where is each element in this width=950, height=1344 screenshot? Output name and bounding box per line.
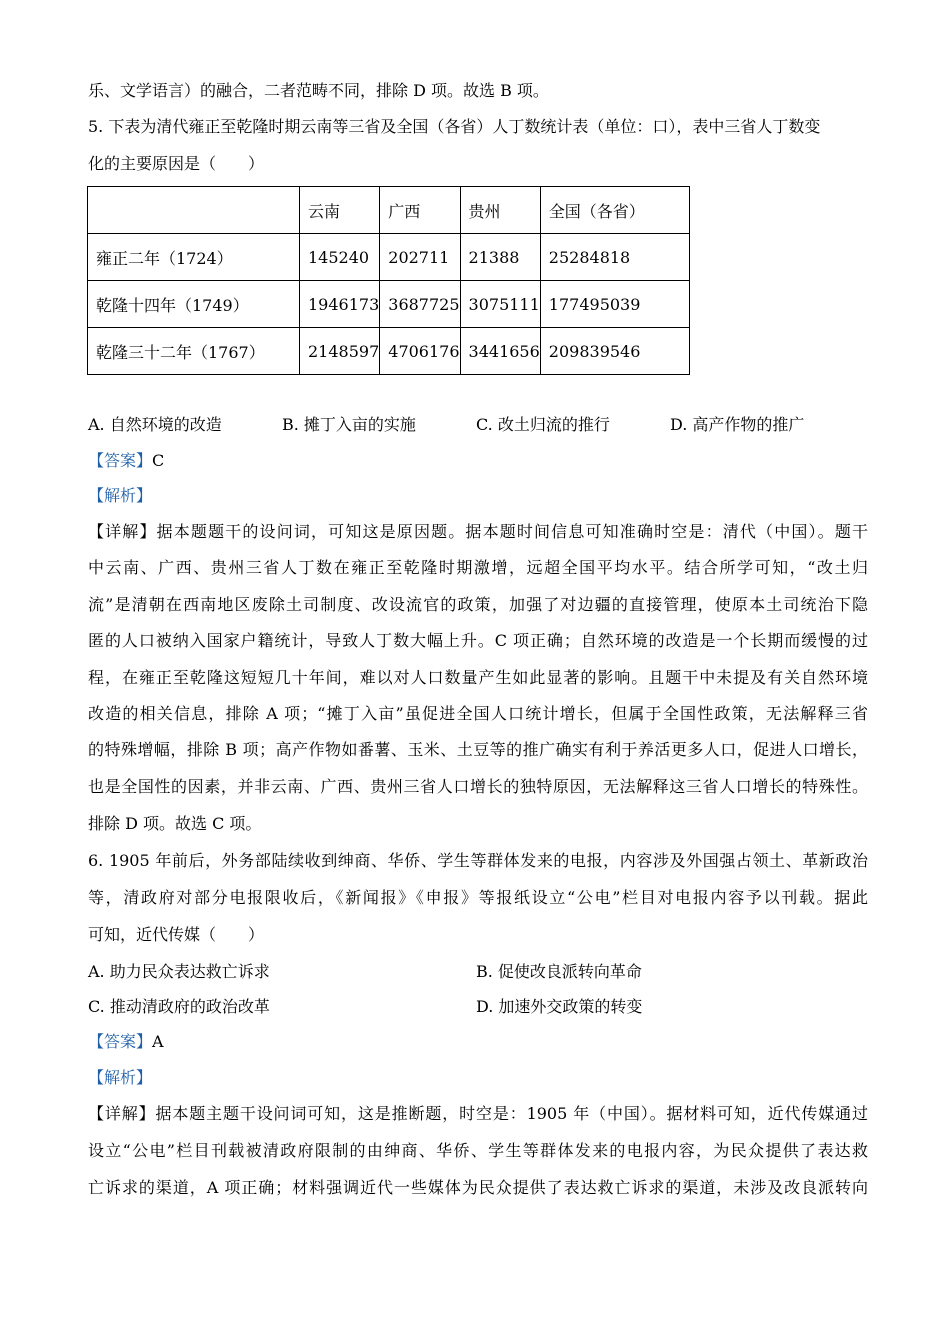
table-header-cell: 云南 xyxy=(300,187,380,234)
table-cell: 乾隆十四年（1749） xyxy=(88,281,300,328)
q5-detail-line-1 xyxy=(88,521,868,543)
table-header-cell: 全国（各省） xyxy=(540,187,689,234)
table-cell: 2148597 xyxy=(300,328,380,375)
table-header-row xyxy=(88,187,690,234)
q6-option-d: D. 加速外交政策的转变 xyxy=(476,997,643,1016)
q5-analysis-tag: 【解析】 xyxy=(88,486,153,505)
q5-detail-line-6: 改造的相关信息，排除 A 项；“摊丁入亩”虽促进全国人口统计增长，但属于全国性政策，无法解释三省 xyxy=(88,704,868,723)
q5-stem-line-1: 5. 下表为清代雍正至乾隆时期云南等三省及全国（各省）人丁数统计表（单位：口），表中三省人丁数变 xyxy=(88,117,821,136)
q6-detail-line-2: 设立“公电”栏目刊载被清政府限制的由绅商、华侨、学生等群体发来的电报内容，为民众提供了表达救 xyxy=(88,1141,868,1160)
table-row xyxy=(88,328,690,375)
q5-detail-line-9: 排除 D 项。故选 C 项。 xyxy=(88,814,262,833)
intro-line: 乐、文学语言）的融合，二者范畴不同，排除 D 项。故选 B 项。 xyxy=(88,81,549,100)
q6-answer xyxy=(88,1031,164,1053)
q5-stem-line-2: 化的主要原因是（ ） xyxy=(88,154,265,173)
table-header-cell: 贵州 xyxy=(460,187,540,234)
table-row xyxy=(88,234,690,281)
detail-text: 据本题主题干设问词可知，这是推断题，时空是：1905 年（中国）。据材料可知，近代传媒通过 xyxy=(155,1104,868,1123)
q6-analysis-tag: 【解析】 xyxy=(88,1068,153,1087)
table-cell: 209839546 xyxy=(540,328,689,375)
table-header-cell xyxy=(88,187,300,234)
q5-option-d: D. 高产作物的推广 xyxy=(670,415,805,434)
table-header-cell: 广西 xyxy=(380,187,460,234)
q6-stem-line-2: 等，清政府对部分电报限收后，《新闻报》《申报》等报纸设立“公电”栏目对电报内容予以刊载。据此 xyxy=(88,888,868,907)
q6-detail-line-3: 亡诉求的渠道，A 项正确；材料强调近代一些媒体为民众提供了表达救亡诉求的渠道，未涉及改良派转向 xyxy=(88,1178,868,1197)
table-cell: 3441656 xyxy=(460,328,540,375)
q5-detail-line-2: 中云南、广西、贵州三省人丁数在雍正至乾隆时期激增，远超全国平均水平。结合所学可知，“改土归 xyxy=(88,558,868,577)
q5-detail-line-3: 流”是清朝在西南地区废除土司制度、改设流官的政策，加强了对边疆的直接管理，使原本土司统治下隐 xyxy=(88,595,868,614)
table-cell: 3075111 xyxy=(460,281,540,328)
table-cell: 21388 xyxy=(460,234,540,281)
q6-option-a: A. 助力民众表达救亡诉求 xyxy=(88,962,270,981)
q6-detail-line-1 xyxy=(88,1103,868,1125)
answer-tag: 【答案】 xyxy=(88,1032,153,1051)
table-cell: 177495039 xyxy=(540,281,689,328)
table-cell: 1946173 xyxy=(300,281,380,328)
q5-detail-line-4: 匿的人口被纳入国家户籍统计，导致人丁数大幅上升。C 项正确；自然环境的改造是一个长期而缓慢的过 xyxy=(88,631,868,650)
q5-detail-line-8: 也是全国性的因素，并非云南、广西、贵州三省人口增长的独特原因，无法解释这三省人口增长的特殊性。 xyxy=(88,777,868,796)
table-cell: 雍正二年（1724） xyxy=(88,234,300,281)
table-cell: 25284818 xyxy=(540,234,689,281)
table-cell: 4706176 xyxy=(380,328,460,375)
q6-stem-line-1: 6. 1905 年前后，外务部陆续收到绅商、华侨、学生等群体发来的电报，内容涉及外国强占领土、革新政治 xyxy=(88,851,868,870)
q5-option-b: B. 摊丁入亩的实施 xyxy=(282,415,416,434)
answer-tag: 【答案】 xyxy=(88,451,153,470)
q5-option-a: A. 自然环境的改造 xyxy=(88,415,222,434)
q6-option-b: B. 促使改良派转向革命 xyxy=(476,962,642,981)
population-table xyxy=(87,186,690,375)
q5-detail-line-5: 程，在雍正至乾隆这短短几十年间，难以对人口数量产生如此显著的影响。且题干中未提及有关自然环境 xyxy=(88,668,868,687)
detail-text: 据本题题干的设问词，可知这是原因题。据本题时间信息可知准确时空是：清代（中国）。题干 xyxy=(156,522,868,541)
q5-detail-line-7: 的特殊增幅，排除 B 项；高产作物如番薯、玉米、土豆等的推广确实有利于养活更多人口，促进人口增长， xyxy=(88,740,868,759)
table-cell: 3687725 xyxy=(380,281,460,328)
table-cell: 145240 xyxy=(300,234,380,281)
q6-option-c: C. 推动清政府的政治改革 xyxy=(88,997,270,1016)
table-row xyxy=(88,281,690,328)
answer-value: A xyxy=(152,1032,164,1051)
q5-option-c: C. 改土归流的推行 xyxy=(476,415,610,434)
q5-answer xyxy=(88,450,164,472)
detail-tag: 【详解】 xyxy=(88,522,157,541)
detail-tag: 【详解】 xyxy=(88,1104,156,1123)
answer-value: C xyxy=(152,451,165,470)
table-cell: 202711 xyxy=(380,234,460,281)
q6-stem-line-3: 可知，近代传媒（ ） xyxy=(88,925,265,944)
table-cell: 乾隆三十二年（1767） xyxy=(88,328,300,375)
